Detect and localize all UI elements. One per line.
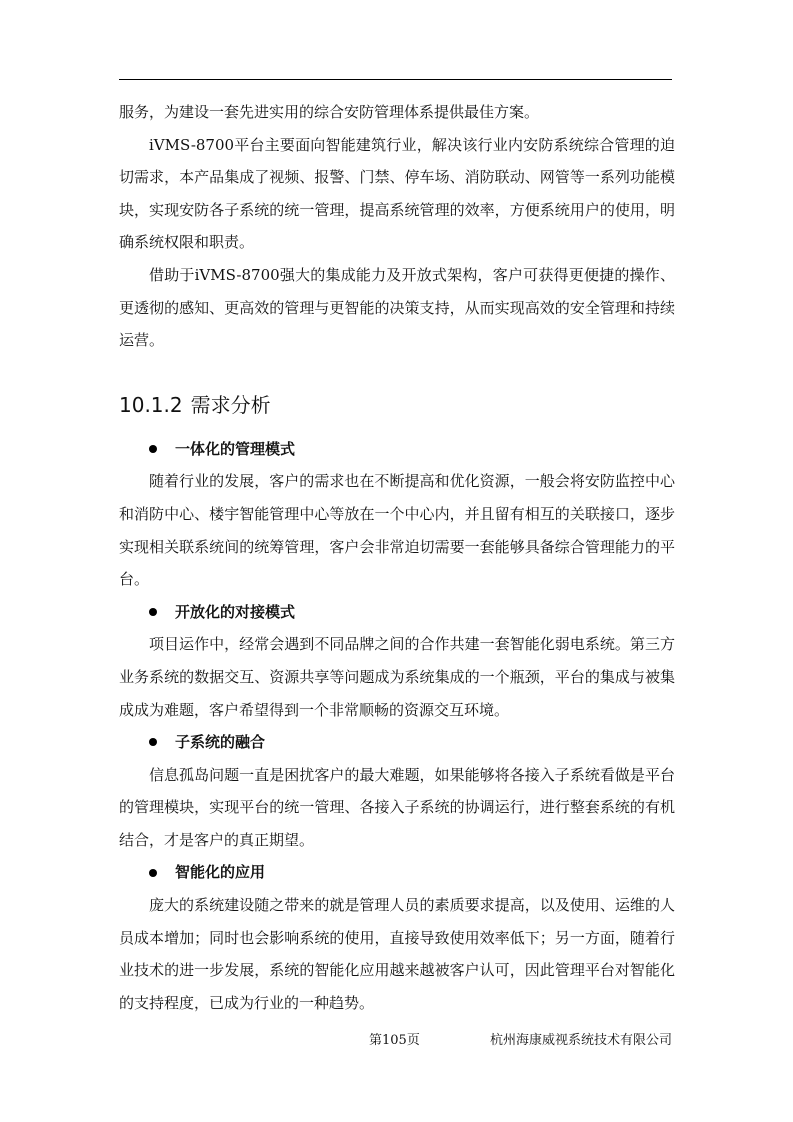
section-title: 需求分析 <box>190 392 271 417</box>
header-rule <box>119 79 672 80</box>
company-name: 杭州海康威视系统技术有限公司 <box>489 1033 672 1048</box>
bullet-heading-intelligent-application <box>119 856 675 889</box>
page-number: 第105页 <box>369 1033 420 1048</box>
bullet-title: 开放化的对接模式 <box>175 602 296 621</box>
bullet-heading-subsystem-fusion <box>119 726 675 759</box>
section-heading <box>119 391 675 419</box>
bullet-title: 智能化的应用 <box>175 863 266 882</box>
paragraph-integrated-management: 随着行业的发展，客户的需求也在不断提高和优化资源，一般会将安防监控中心和消防中心、楼宇智能管理中心等放在一个中心内，并且留有相互的关联接口，逐步实现相关联系统间的统筹管理，客户会非常迫切需要一套能够具备综合管理能力的平台。 <box>119 472 675 589</box>
bullet-dot-icon <box>149 869 157 877</box>
paragraph-integration-capability: 借助于iVMS-8700强大的集成能力及开放式架构，客户可获得更便捷的操作、更透彻的感知、更高效的管理与更智能的决策支持，从而实现高效的安全管理和持续运营。 <box>119 265 675 350</box>
section-number: 10.1.2 <box>119 392 183 417</box>
paragraph-intelligent-application: 庞大的系统建设随之带来的就是管理人员的素质要求提高，以及使用、运维的人员成本增加；同时也会影响系统的使用，直接导致使用效率低下；另一方面，随着行业技术的进一步发展，系统的智能化应用越来越被客户认可，因此管理平台对智能化的支持程度，已成为行业的一种趋势。 <box>119 896 675 1012</box>
bullet-heading-integrated-management <box>119 433 675 466</box>
bullet-title: 一体化的管理模式 <box>175 439 296 458</box>
page-content <box>119 96 675 1019</box>
bullet-title: 子系统的融合 <box>175 733 266 752</box>
bullet-dot-icon <box>149 608 157 616</box>
paragraph-platform-overview: iVMS-8700平台主要面向智能建筑行业，解决该行业内安防系统综合管理的迫切需求，本产品集成了视频、报警、门禁、停车场、消防联动、网管等一系列功能模块，实现安防各子系统的统一管理，提高系统管理的效率，方便系统用户的使用，明确系统权限和职责。 <box>119 135 675 252</box>
paragraph-open-interface: 项目运作中，经常会遇到不同品牌之间的合作共建一套智能化弱电系统。第三方业务系统的数据交互、资源共享等问题成为系统集成的一个瓶颈，平台的集成与被集成成为难题，客户希望得到一个非常顺畅的资源交互环境。 <box>119 635 675 719</box>
bullet-heading-open-interface <box>119 596 675 629</box>
paragraph-intro-continuation: 服务，为建设一套先进实用的综合安防管理体系提供最佳方案。 <box>119 103 540 121</box>
bullet-dot-icon <box>149 445 157 453</box>
paragraph-subsystem-fusion: 信息孤岛问题一直是困扰客户的最大难题，如果能够将各接入子系统看做是平台的管理模块，实现平台的统一管理、各接入子系统的协调运行，进行整套系统的有机结合，才是客户的真正期望。 <box>119 765 675 849</box>
bullet-dot-icon <box>149 738 157 746</box>
page-footer <box>119 1031 672 1051</box>
